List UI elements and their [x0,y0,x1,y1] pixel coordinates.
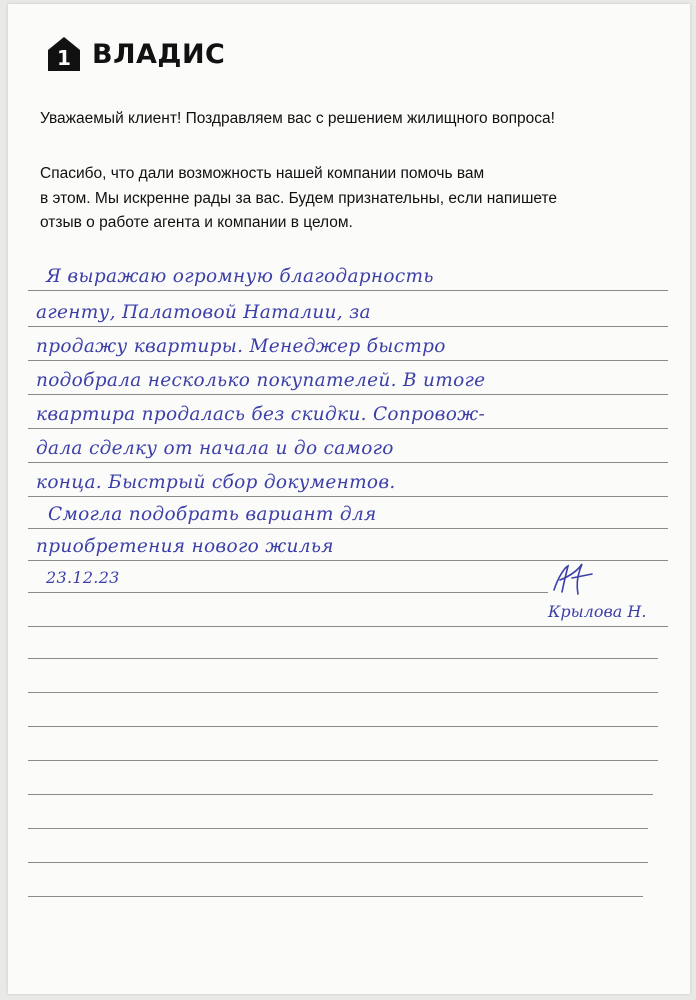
feedback-form [8,4,690,994]
ruled-line [28,726,658,727]
ruled-line [28,896,643,897]
brand-name: ВЛАДИС [92,38,226,70]
brand-logo [46,34,225,74]
signature-name: Крылова Н. [548,602,647,621]
logo-digit: 1 [57,46,71,70]
ruled-line [28,592,548,593]
ruled-line [28,692,658,693]
ruled-line [28,828,648,829]
review-date: 23.12.23 [46,568,120,587]
handwritten-line: подобрала несколько покупателей. В итоге [36,370,486,391]
intro-line: отзыв о работе агента и компании в целом. [40,214,353,231]
handwritten-line: Я выражаю огромную благодарность [46,266,434,287]
handwritten-line: дала сделку от начала и до самого [36,438,394,459]
ruled-line [28,360,668,361]
ruled-line [28,862,648,863]
handwritten-line: Смогла подобрать вариант для [48,504,377,525]
ruled-line [28,658,658,659]
ruled-line [28,462,668,463]
ruled-line [28,794,653,795]
intro-text [40,162,696,236]
greeting-text: Уважаемый клиент! Поздравляем вас с решением жилищного вопроса! [40,110,555,127]
handwritten-line: продажу квартиры. Менеджер быстро [36,336,446,357]
signature-icon [548,560,608,598]
ruled-line [28,326,668,327]
ruled-line [28,428,668,429]
ruled-lines [28,4,668,994]
house-key-icon [46,35,82,73]
handwritten-line: агенту, Палатовой Наталии, за [36,302,371,323]
ruled-line [28,626,668,627]
ruled-line [28,760,658,761]
handwritten-line: приобретения нового жилья [36,536,334,557]
ruled-line [28,528,668,529]
handwritten-line: конца. Быстрый сбор документов. [36,472,396,493]
handwritten-line: квартира продалась без скидки. Сопровож- [36,404,486,425]
ruled-line [28,394,668,395]
intro-line: Спасибо, что дали возможность нашей компании помочь вам [40,165,485,182]
ruled-line [28,496,668,497]
ruled-line [28,290,668,291]
intro-line: в этом. Мы искренне рады за вас. Будем признательны, если напишете [40,189,558,207]
